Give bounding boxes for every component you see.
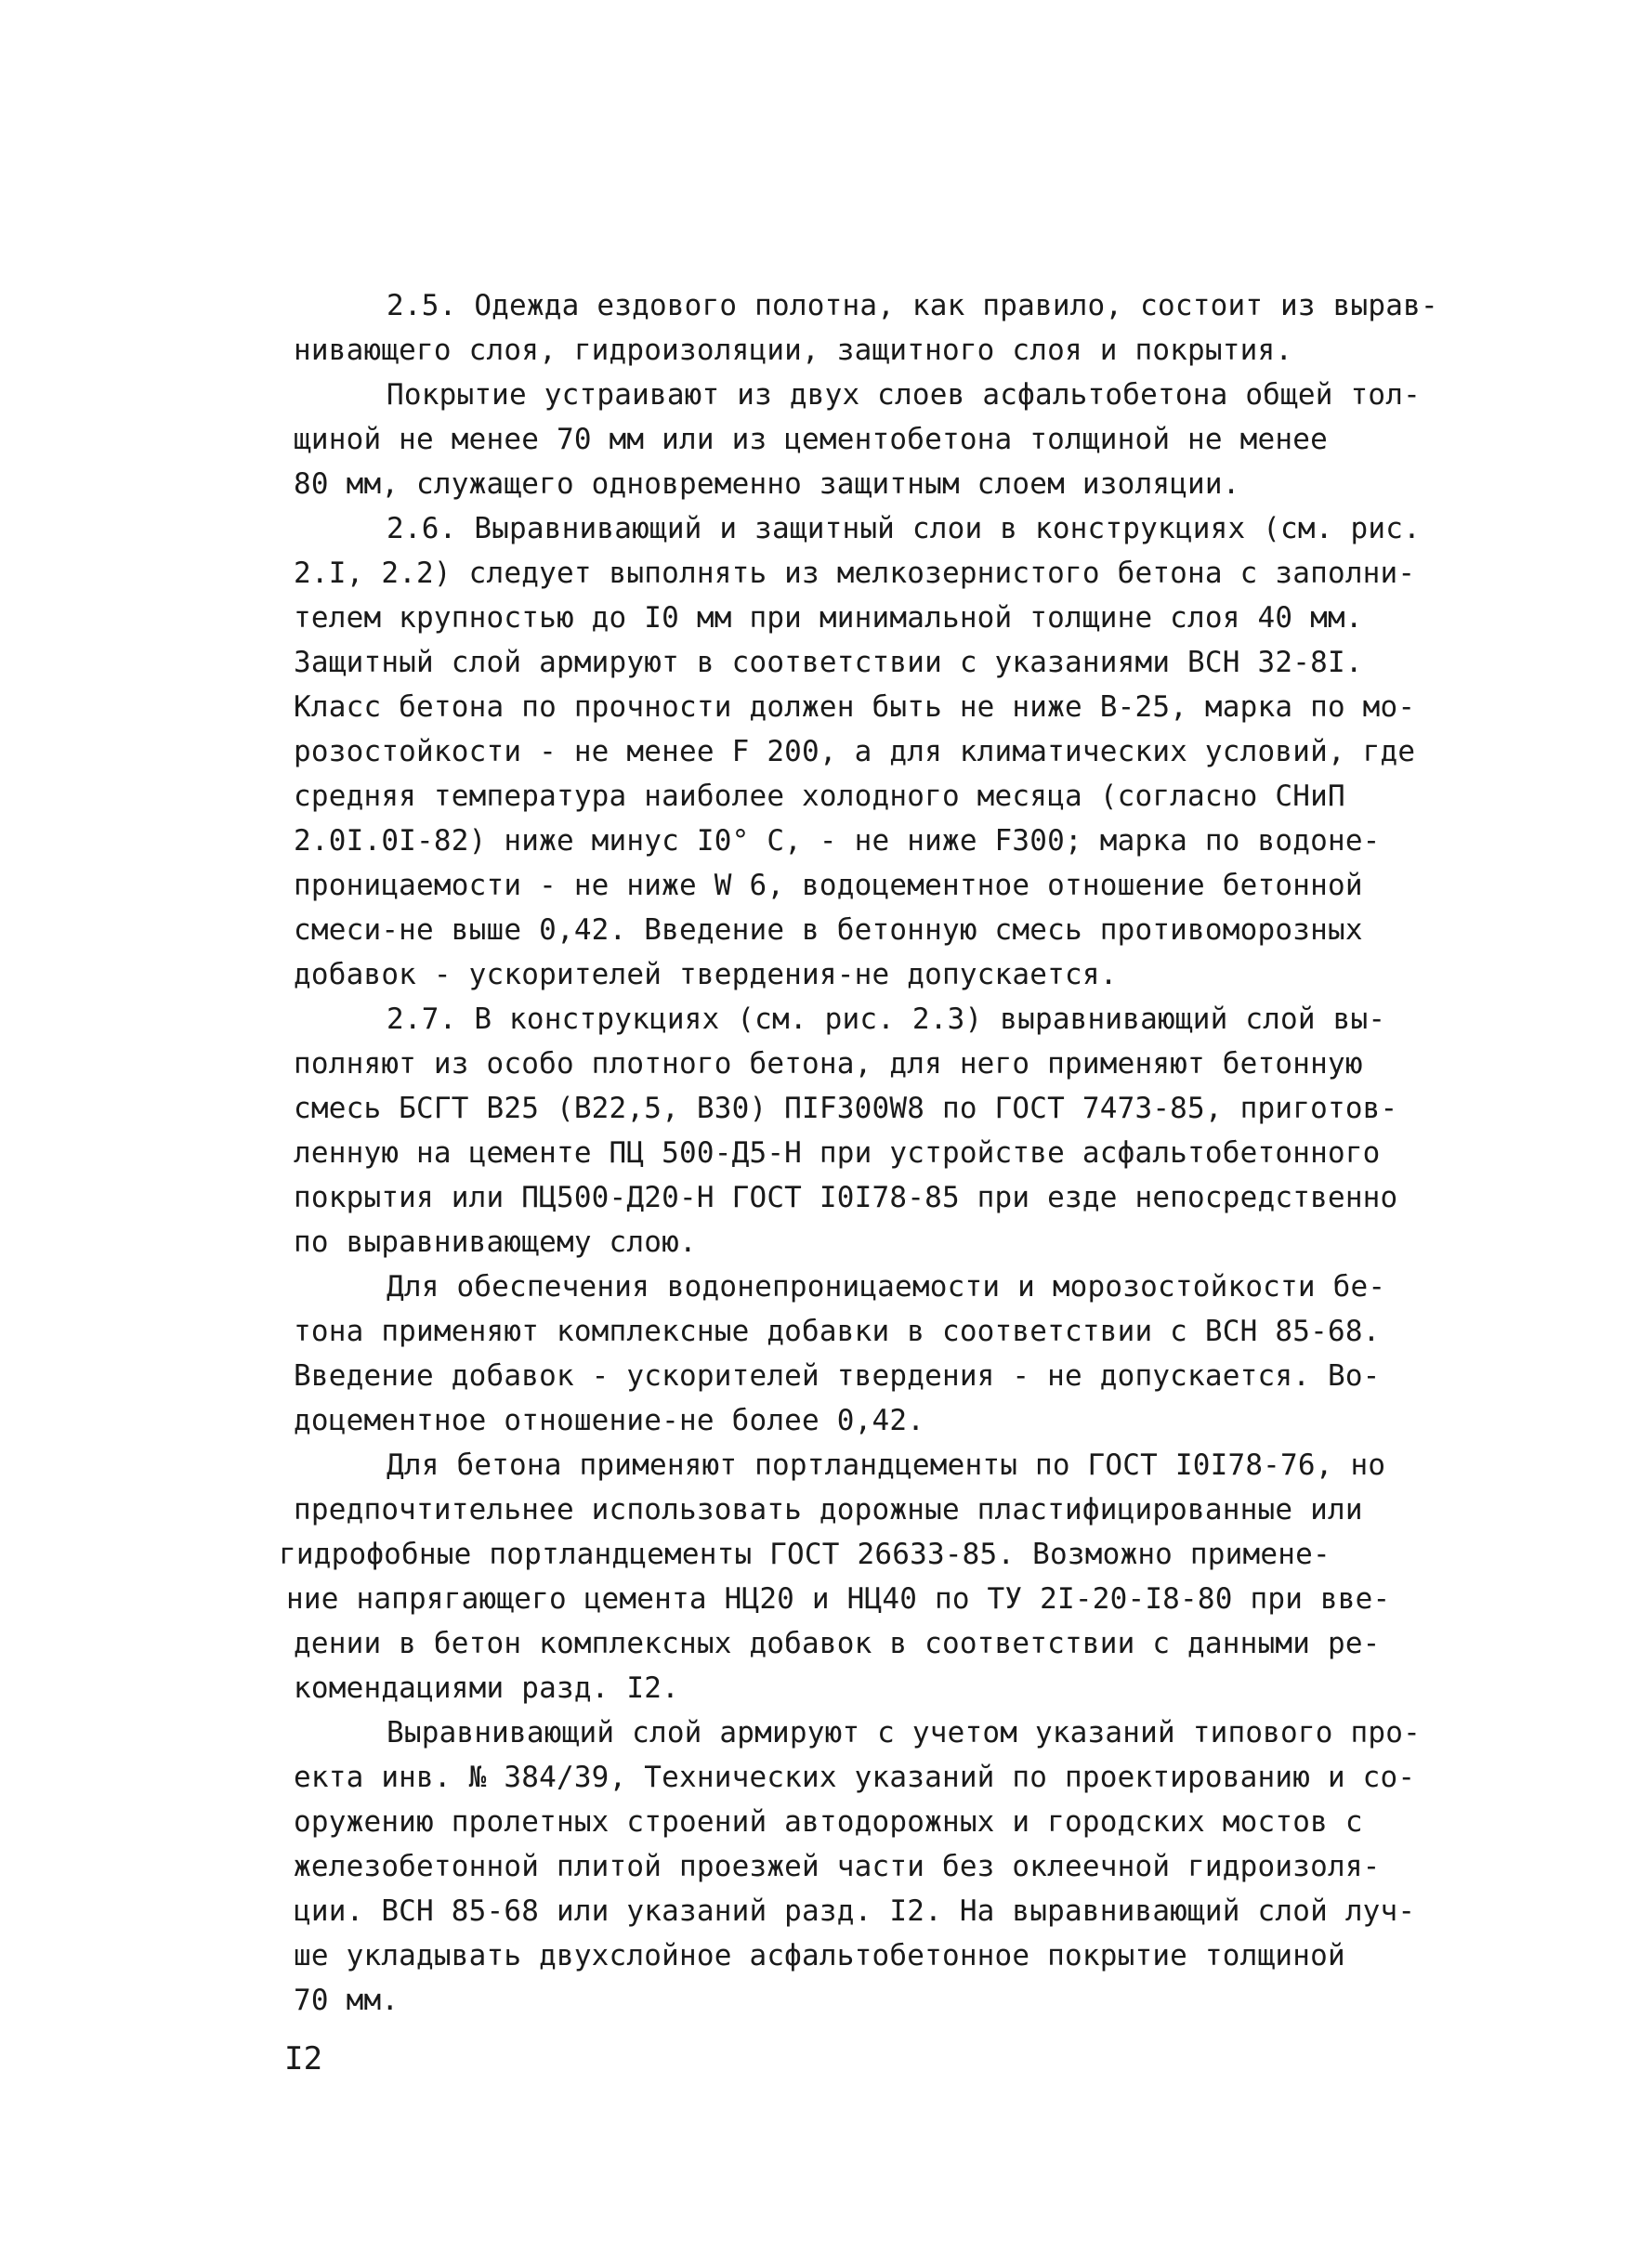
text-line: Покрытие устраивают из двух слоев асфальтобетона общей тол- — [387, 378, 1421, 412]
text-line: ние напрягающего цемента НЦ20 и НЦ40 по ТУ 2I-20-I8-80 при вве- — [286, 1582, 1391, 1616]
text-line: ше укладывать двухслойное асфальтобетонное покрытие толщиной — [294, 1939, 1345, 1972]
text-line: телем крупностью до I0 мм при минимальной толщине слоя 40 мм. — [294, 601, 1363, 635]
text-line: оружению пролетных строений автодорожных и городских мостов с — [294, 1805, 1363, 1839]
text-line: ленную на цементе ПЦ 500-Д5-Н при устройстве асфальтобетонного — [294, 1136, 1381, 1170]
text-line: Выравнивающий слой армируют с учетом указаний типового про- — [387, 1716, 1421, 1749]
text-line: 2.7. В конструкциях (см. рис. 2.3) выравнивающий слой вы- — [387, 1003, 1386, 1036]
text-line: добавок - ускорителей твердения-не допускается. — [294, 958, 1118, 991]
text-line: комендациями разд. I2. — [294, 1671, 679, 1705]
text-line: щиной не менее 70 мм или из цементобетона толщиной не менее — [294, 423, 1328, 456]
text-line: гидрофобные портландцементы ГОСТ 26633-85. Возможно примене- — [279, 1538, 1331, 1571]
text-line: нивающего слоя, гидроизоляции, защитного слоя и покрытия. — [294, 334, 1293, 367]
text-line: Защитный слой армируют в соответствии с указаниями ВСН 32-8I. — [294, 646, 1363, 679]
text-line: 2.I, 2.2) следует выполнять из мелкозернистого бетона с заполни- — [294, 557, 1416, 590]
text-line: 2.5. Одежда ездового полотна, как правило, состоит из вырав- — [387, 289, 1438, 322]
text-line: покрытия или ПЦ500-Д20-Н ГОСТ I0I78-85 при езде непосредственно — [294, 1181, 1398, 1214]
text-line: 80 мм, служащего одновременно защитным слоем изоляции. — [294, 467, 1240, 501]
text-line: ции. ВСН 85-68 или указаний разд. I2. На выравнивающий слой луч- — [294, 1894, 1416, 1928]
text-line: смесь БСГТ В25 (В22,5, В30) ПIF300W8 по ГОСТ 7473-85, приготов- — [294, 1092, 1398, 1125]
text-line: екта инв. № 384/39, Технических указаний по проектированию и со- — [294, 1761, 1416, 1794]
text-line: Для обеспечения водонепроницаемости и морозостойкости бе- — [387, 1270, 1386, 1304]
text-line: по выравнивающему слою. — [294, 1225, 697, 1259]
text-line: железобетонной плитой проезжей части без оклеечной гидроизоля- — [294, 1850, 1381, 1883]
page-number: I2 — [284, 2040, 323, 2077]
text-line: предпочтительнее использовать дорожные пластифицированные или — [294, 1493, 1363, 1527]
text-line: проницаемости - не ниже W 6, водоцементное отношение бетонной — [294, 869, 1363, 902]
text-line: розостойкости - не менее F 200, а для климатических условий, где — [294, 735, 1416, 768]
text-line: смеси-не выше 0,42. Введение в бетонную смесь противоморозных — [294, 913, 1363, 947]
text-line: Класс бетона по прочности должен быть не ниже В-25, марка по мо- — [294, 690, 1416, 724]
text-line: полняют из особо плотного бетона, для него применяют бетонную — [294, 1047, 1363, 1081]
text-line: 70 мм. — [294, 1984, 400, 2017]
text-line: доцементное отношение-не более 0,42. — [294, 1404, 925, 1437]
text-line: 2.6. Выравнивающий и защитный слои в конструкциях (см. рис. — [387, 512, 1421, 545]
text-line: 2.0I.0I-82) ниже минус I0° С, - не ниже F300; марка по водоне- — [294, 824, 1381, 858]
text-line: тона применяют комплексные добавки в соответствии с ВСН 85-68. — [294, 1315, 1381, 1348]
text-line: Введение добавок - ускорителей твердения - не допускается. Во- — [294, 1359, 1381, 1393]
text-line: средняя температура наиболее холодного месяца (согласно СНиП — [294, 780, 1345, 813]
text-line: Для бетона применяют портландцементы по ГОСТ I0I78-76, но — [387, 1448, 1386, 1482]
text-line: дении в бетон комплексных добавок в соответствии с данными ре- — [294, 1627, 1381, 1660]
